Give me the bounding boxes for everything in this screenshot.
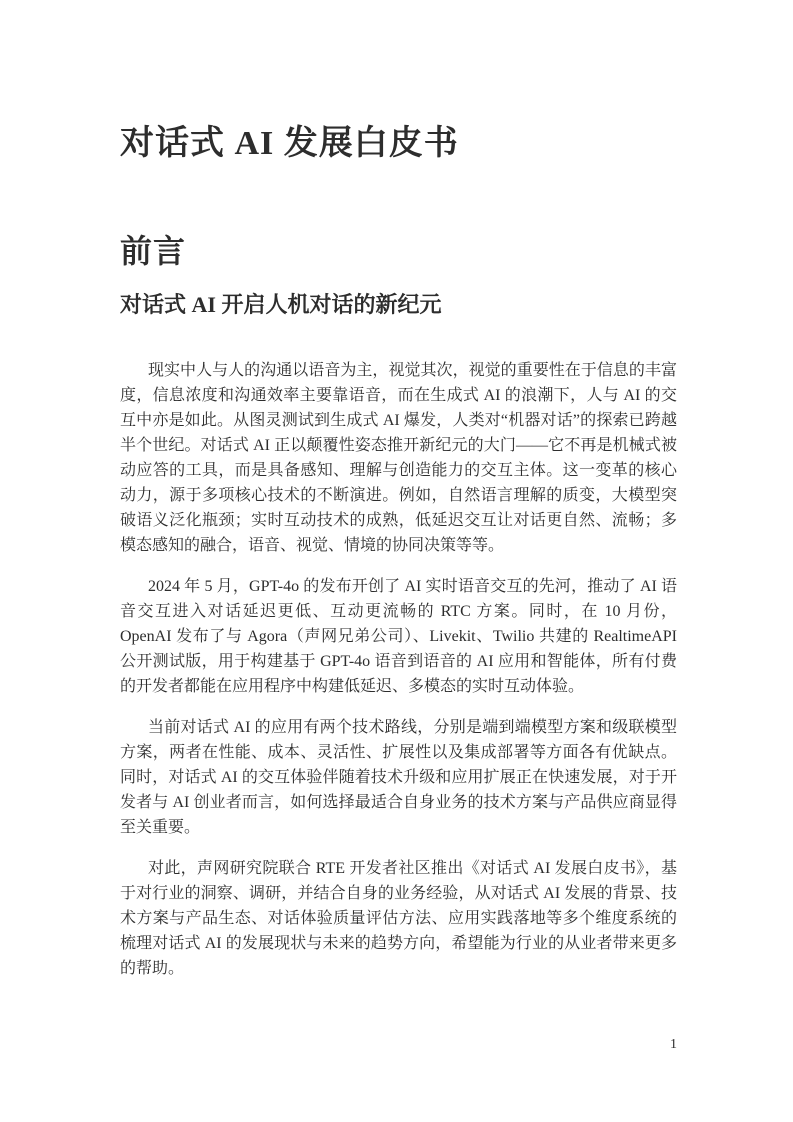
section-heading-preface: 前言: [120, 233, 187, 269]
paragraph-3: 当前对话式 AI 的应用有两个技术路线，分别是端到端模型方案和级联模型方案，两者在性能、成本、灵活性、扩展性以及集成部署等方面各有优缺点。同时，对话式 AI 的交互体验伴随着技术升级和应用扩展正在快速发展，对于开发者与 AI 创业者而言，如何选择最适合自身业务的技术方案与产品供应商显得至关重要。: [120, 719, 677, 836]
subsection-heading: 对话式 AI 开启人机对话的新纪元: [120, 292, 442, 317]
document-title: 对话式 AI 发展白皮书: [120, 125, 459, 162]
paragraph-2: 2024 年 5 月，GPT-4o 的发布开创了 AI 实时语音交互的先河，推动了 AI 语音交互进入对话延迟更低、互动更流畅的 RTC 方案。同时，在 10 月份，OpenAI 发布了与 Agora（声网兄弟公司）、Livekit、Twilio 共建的 RealtimeAPI 公开测试版，用于构建基于 GPT-4o 语音到语音的 AI 应用和智能体，所有付费的开发者都能在应用程序中构建低延迟、多模态的实时互动体验。: [120, 578, 677, 695]
page-number: 1: [670, 1037, 677, 1052]
page-footer: [120, 1036, 677, 1054]
paragraph-1: 现实中人与人的沟通以语音为主，视觉其次，视觉的重要性在于信息的丰富度，信息浓度和沟通效率主要靠语音，而在生成式 AI 的浪潮下，人与 AI 的交互中亦是如此。从图灵测试到生成式 AI 爆发，人类对“机器对话”的探索已跨越半个世纪。对话式 AI 正以颠覆性姿态推开新纪元的大门——它不再是机械式被动应答的工具，而是具备感知、理解与创造能力的交互主体。这一变革的核心动力，源于多项核心技术的不断演进。例如，自然语言理解的质变，大模型突破语义泛化瓶颈；实时互动技术的成熟，低延迟交互让对话更自然、流畅；多模态感知的融合，语音、视觉、情境的协同决策等等。: [120, 362, 677, 554]
paragraph-4: 对此，声网研究院联合 RTE 开发者社区推出《对话式 AI 发展白皮书》，基于对行业的洞察、调研，并结合自身的业务经验，从对话式 AI 发展的背景、技术方案与产品生态、对话体验质量评估方法、应用实践落地等多个维度系统的梳理对话式 AI 的发展现状与未来的趋势方向，希望能为行业的从业者带来更多的帮助。: [120, 860, 677, 977]
